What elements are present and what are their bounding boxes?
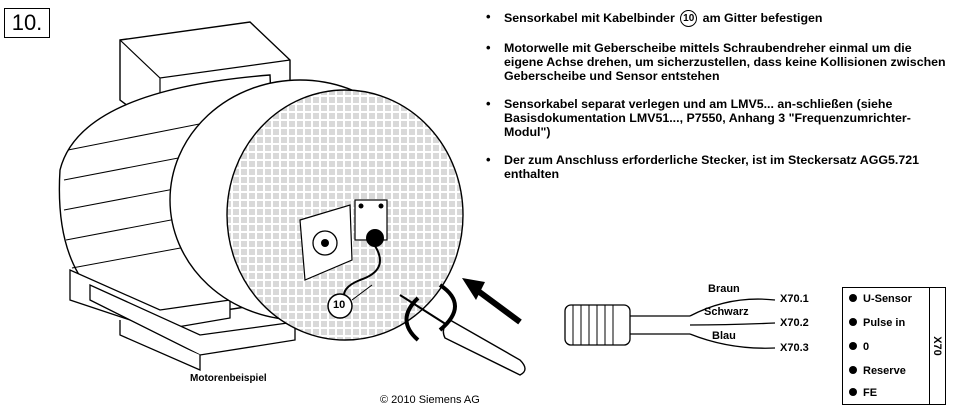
pin-u-sensor bbox=[849, 293, 912, 305]
instruction-item bbox=[482, 10, 952, 27]
instruction-text: Sensorkabel mit Kabelbinder bbox=[504, 10, 675, 25]
pin-fe bbox=[849, 387, 877, 399]
pin-dot bbox=[849, 366, 857, 374]
copyright-notice: © 2010 Siemens AG bbox=[380, 394, 480, 406]
connector-label-strip bbox=[928, 287, 946, 405]
instruction-text: Der zum Anschluss erforderliche Stecker, ist im Steckersatz AGG5.721 enthalten bbox=[504, 153, 920, 181]
bullet: • bbox=[486, 152, 491, 167]
callout-number: 10 bbox=[333, 299, 346, 311]
pin-dot bbox=[849, 318, 857, 326]
pin-dot bbox=[849, 388, 857, 396]
pin-zero bbox=[849, 341, 869, 353]
pin-pulse-in bbox=[849, 317, 905, 329]
image-caption: Motorenbeispiel bbox=[190, 373, 267, 384]
instruction-text: Motorwelle mit Geberscheibe mittels Schraubendreher einmal um die eigene Achse drehen, um sicherzustellen, dass keine Kollisionen zwischen Geberscheibe und Sensor entstehen bbox=[504, 41, 946, 83]
reference-number: 10 bbox=[680, 10, 697, 27]
bullet: • bbox=[486, 9, 491, 24]
connector-block bbox=[842, 287, 930, 405]
instruction-text: am Gitter befestigen bbox=[702, 10, 823, 25]
pin-label: FE bbox=[863, 387, 878, 399]
connector-label: X70 bbox=[930, 336, 943, 356]
instruction-item bbox=[482, 97, 952, 139]
pin-label: U-Sensor bbox=[863, 293, 912, 305]
pin-dot bbox=[849, 342, 857, 350]
instruction-list bbox=[482, 10, 952, 195]
terminal-x70-2: X70.2 bbox=[780, 317, 809, 329]
instruction-item bbox=[482, 153, 952, 181]
bullet: • bbox=[486, 96, 491, 111]
pin-label: Reserve bbox=[863, 365, 906, 377]
bullet: • bbox=[486, 40, 491, 55]
wire-label-blue: Blau bbox=[712, 330, 736, 342]
pin-dot bbox=[849, 294, 857, 302]
instruction-item bbox=[482, 41, 952, 83]
wire-label-brown: Braun bbox=[708, 283, 740, 295]
pin-label: Pulse in bbox=[863, 317, 906, 329]
terminal-x70-3: X70.3 bbox=[780, 342, 809, 354]
pin-label: 0 bbox=[863, 341, 870, 353]
instruction-text: Sensorkabel separat verlegen und am LMV5... an-schließen (siehe Basisdokumentation LMV51..., P7550, Anhang 3 "Frequenzumrichter-Modul") bbox=[504, 97, 911, 139]
terminal-x70-1: X70.1 bbox=[780, 293, 809, 305]
wire-label-black: Schwarz bbox=[704, 306, 749, 318]
pin-reserve bbox=[849, 365, 906, 377]
step-number-box: 10. bbox=[4, 8, 50, 38]
